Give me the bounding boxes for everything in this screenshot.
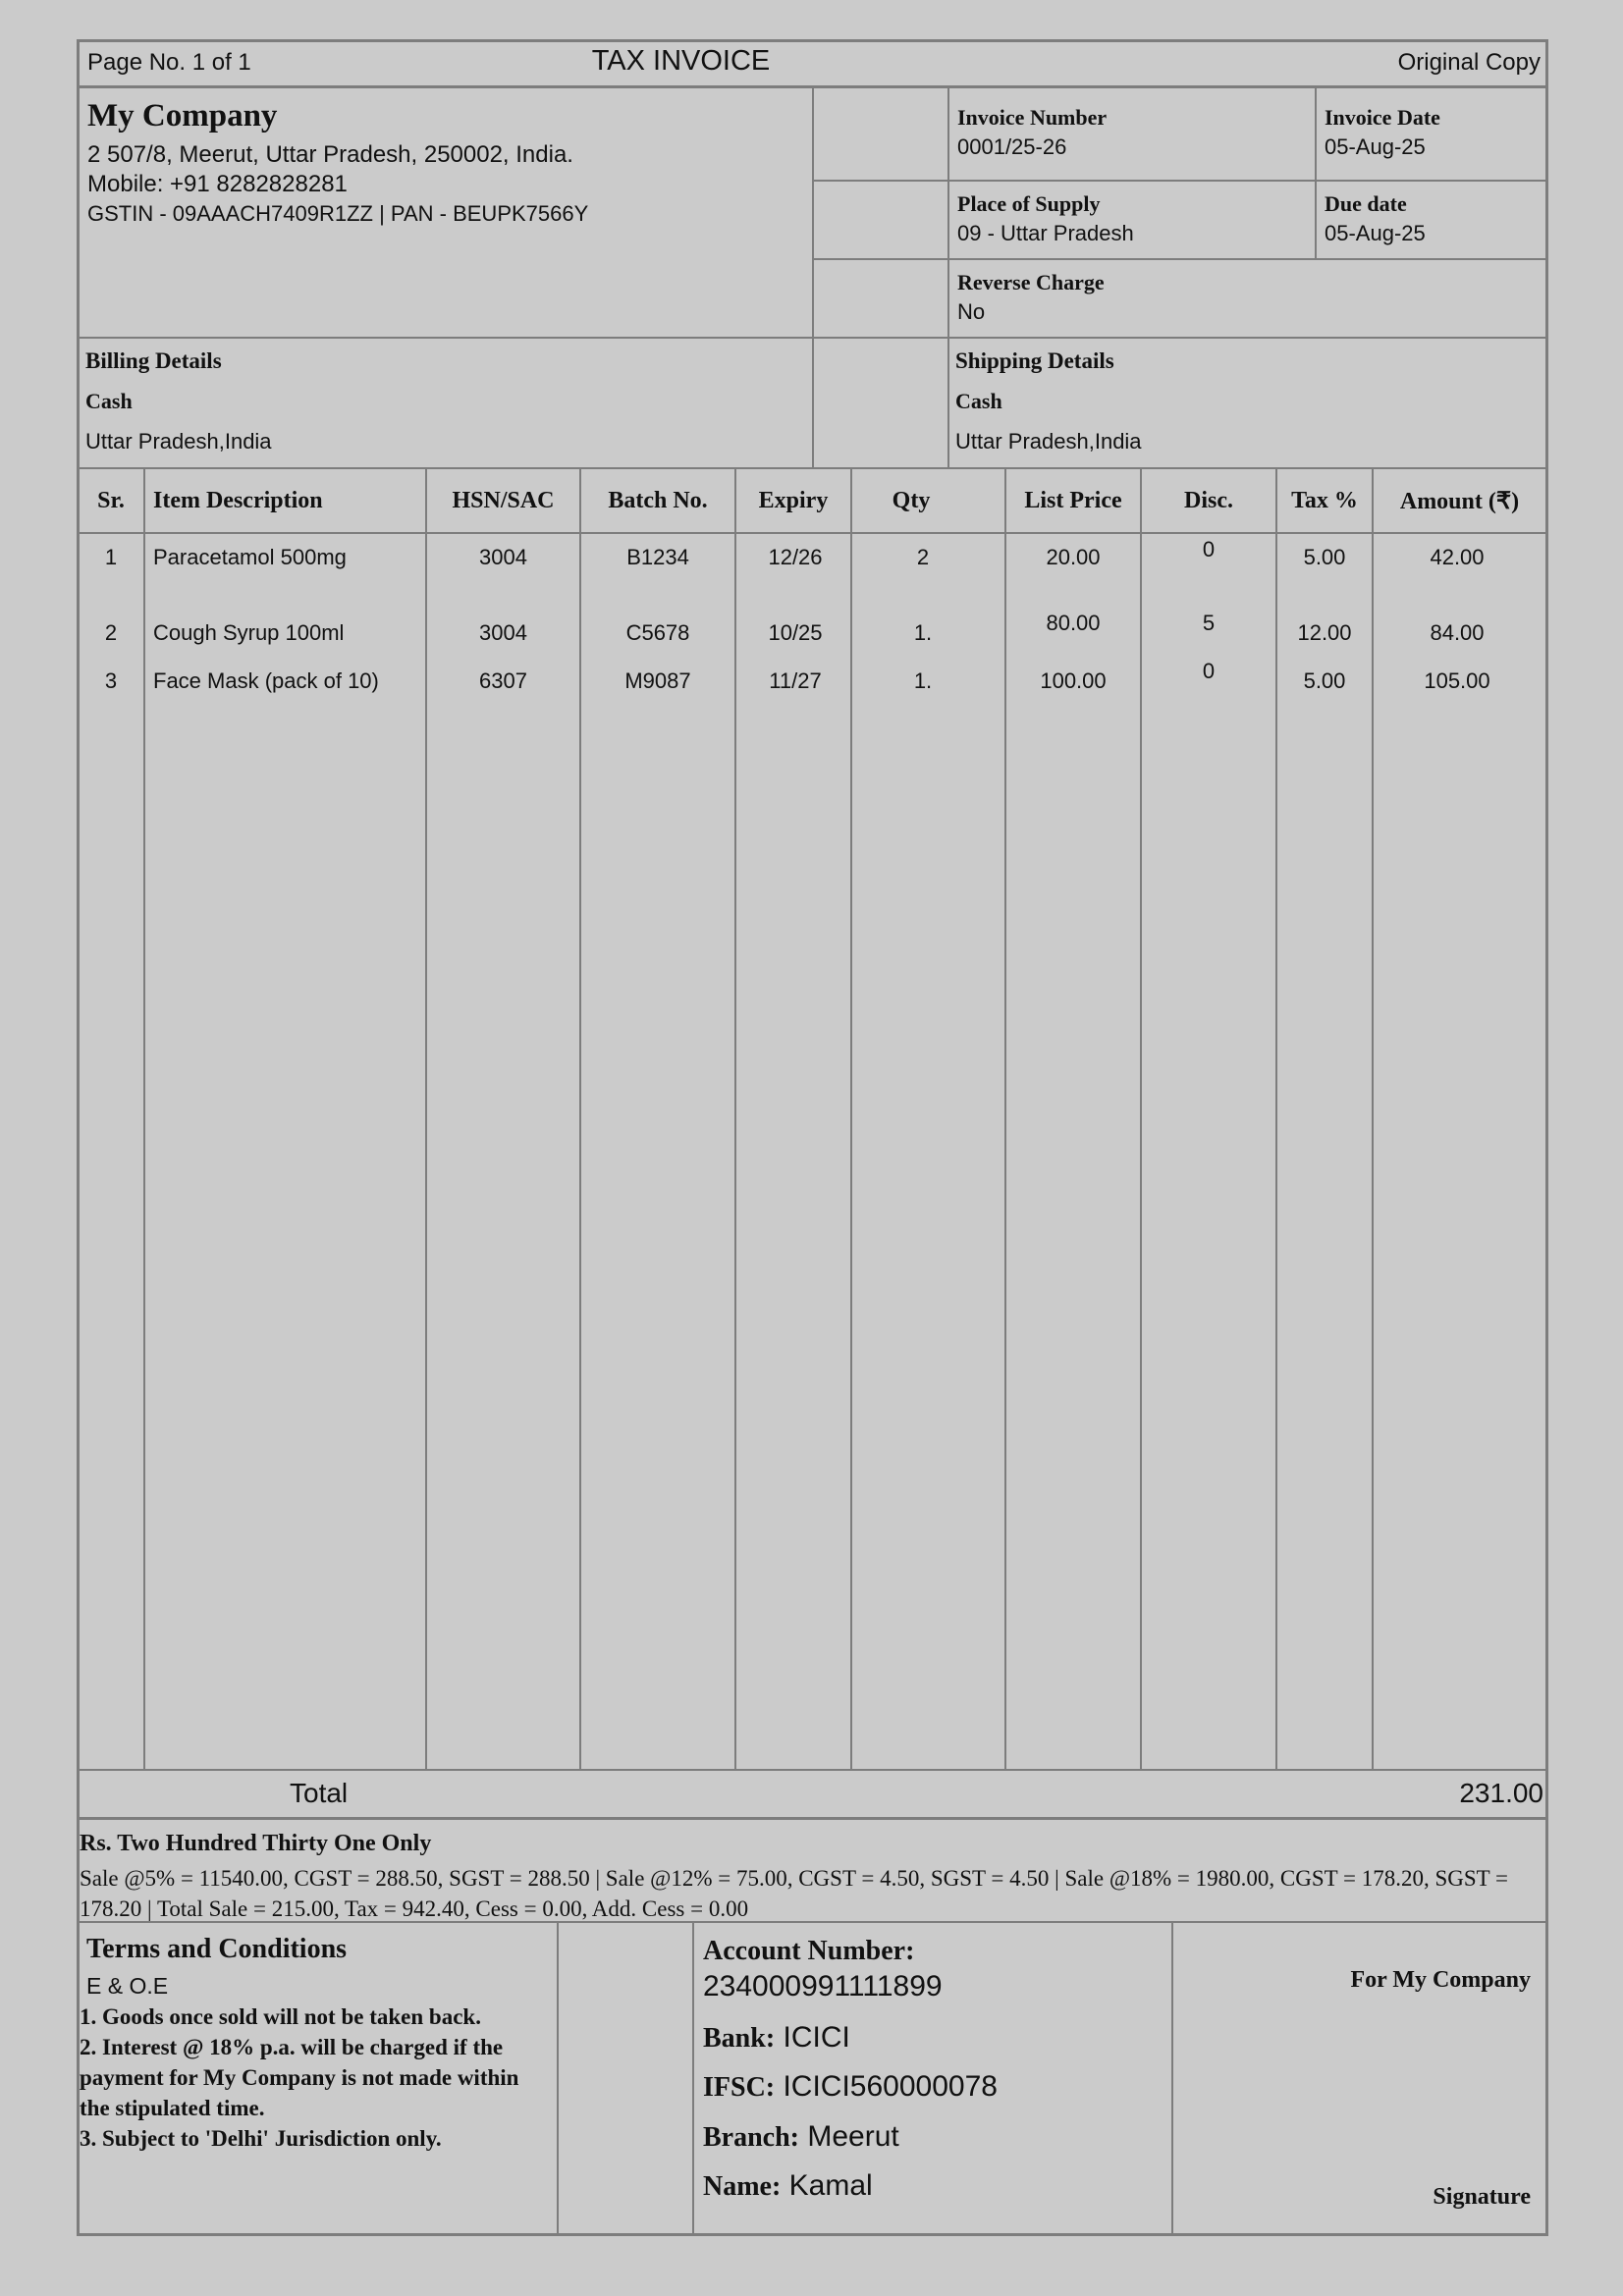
row-sr: 2 — [104, 620, 118, 645]
row-sr: 3 — [104, 668, 118, 693]
amount-in-words: Rs. Two Hundred Thirty One Only — [80, 1831, 432, 1856]
row-disc: 0 — [1202, 537, 1216, 561]
for-company: For My Company — [1350, 1967, 1531, 1993]
col-header-qty: Qty — [892, 487, 931, 513]
row-hsn: 3004 — [479, 620, 527, 645]
billing-details-label: Billing Details — [85, 348, 222, 373]
invoice-date-label: Invoice Date — [1325, 105, 1440, 130]
bank-ifsc: ICICI560000078 — [783, 2070, 998, 2103]
shipping-address: Uttar Pradesh,India — [955, 429, 1142, 454]
row-expiry: 11/27 — [769, 668, 822, 693]
bank-holder-row: Name: Kamal — [703, 2169, 873, 2202]
shipping-details-label: Shipping Details — [955, 348, 1114, 373]
total-value: 231.00 — [1459, 1778, 1543, 1808]
billing-address: Uttar Pradesh,India — [85, 429, 272, 454]
row-expiry: 12/26 — [768, 545, 823, 569]
row-amount: 84.00 — [1430, 620, 1485, 645]
terms-item: 3. Subject to 'Delhi' Jurisdiction only. — [80, 2126, 442, 2151]
terms-eoe: E & O.E — [86, 1973, 169, 1999]
company-gstin-pan: GSTIN - 09AAACH7409R1ZZ | PAN - BEUPK7566Y — [87, 201, 589, 226]
row-sr: 1 — [104, 545, 118, 569]
row-disc: 5 — [1202, 611, 1216, 635]
col-header-tax: Tax % — [1291, 487, 1358, 513]
row-amount: 105.00 — [1424, 668, 1490, 693]
invoice-number-label: Invoice Number — [957, 105, 1108, 130]
col-header-description: Item Description — [153, 487, 323, 513]
document-title: TAX INVOICE — [591, 45, 771, 77]
bank-name-row: Bank: ICICI — [703, 2021, 850, 2054]
bank-ifsc-row: IFSC: ICICI560000078 — [703, 2070, 998, 2103]
signature-label: Signature — [1433, 2184, 1531, 2210]
company-mobile: Mobile: +91 8282828281 — [87, 171, 348, 197]
reverse-charge-label: Reverse Charge — [957, 270, 1105, 294]
col-header-amount: Amount (₹) — [1399, 488, 1520, 514]
row-hsn: 3004 — [479, 545, 527, 569]
company-address: 2 507/8, Meerut, Uttar Pradesh, 250002, India. — [87, 141, 573, 168]
row-amount: 42.00 — [1430, 545, 1485, 569]
row-list-price: 80.00 — [1046, 611, 1101, 635]
col-header-batch: Batch No. — [608, 487, 708, 513]
row-tax: 5.00 — [1303, 668, 1346, 693]
col-header-list-price: List Price — [1024, 487, 1122, 513]
row-hsn: 6307 — [479, 668, 527, 693]
row-qty: 1. — [913, 668, 933, 693]
company-name: My Company — [87, 98, 278, 133]
row-description: Paracetamol 500mg — [153, 545, 347, 569]
billing-name: Cash — [85, 389, 133, 413]
row-disc: 0 — [1202, 659, 1216, 683]
terms-title: Terms and Conditions — [86, 1934, 348, 1964]
shipping-name: Cash — [955, 389, 1002, 413]
row-batch: C5678 — [625, 620, 690, 645]
bank-account-label: Account Number: — [703, 1936, 915, 1966]
bank-account-number: 234000991111899 — [703, 1970, 943, 2002]
due-date-label: Due date — [1325, 191, 1407, 216]
bank-branch: Meerut — [807, 2120, 899, 2153]
terms-list — [80, 2002, 541, 2154]
due-date: 05-Aug-25 — [1325, 221, 1426, 245]
page-number: Page No. 1 of 1 — [87, 49, 251, 76]
total-label: Total — [290, 1778, 349, 1808]
reverse-charge: No — [957, 299, 986, 324]
place-of-supply: 09 - Uttar Pradesh — [957, 221, 1134, 245]
copy-type: Original Copy — [1397, 49, 1541, 76]
col-header-hsn: HSN/SAC — [452, 487, 555, 513]
invoice-number: 0001/25-26 — [957, 134, 1067, 159]
row-list-price: 100.00 — [1040, 668, 1107, 693]
col-header-sr: Sr. — [97, 487, 125, 513]
terms-item: 2. Interest @ 18% p.a. will be charged if the payment for My Company is not made within the stipulated time. — [80, 2035, 519, 2120]
row-tax: 12.00 — [1297, 620, 1352, 645]
bank-name: ICICI — [783, 2021, 850, 2054]
col-header-expiry: Expiry — [758, 487, 829, 513]
terms-item: 1. Goods once sold will not be taken back. — [80, 2004, 481, 2029]
row-description: Cough Syrup 100ml — [153, 620, 345, 645]
row-list-price: 20.00 — [1046, 545, 1101, 569]
row-expiry: 10/25 — [768, 620, 823, 645]
row-qty: 2 — [916, 545, 930, 569]
row-batch: B1234 — [626, 545, 689, 569]
row-batch: M9087 — [624, 668, 691, 693]
invoice-date: 05-Aug-25 — [1325, 134, 1426, 159]
col-header-disc: Disc. — [1184, 487, 1233, 513]
row-description: Face Mask (pack of 10) — [153, 668, 379, 693]
bank-holder-name: Kamal — [788, 2169, 873, 2202]
place-of-supply-label: Place of Supply — [957, 191, 1101, 216]
row-tax: 5.00 — [1303, 545, 1346, 569]
bank-branch-row: Branch: Meerut — [703, 2120, 899, 2153]
tax-summary: Sale @5% = 11540.00, CGST = 288.50, SGST = 288.50 | Sale @12% = 75.00, CGST = 4.50, SGST = 4.50 | Sale @18% = 1980.00, CGST = 178.20, SGST = 178.20 | Total Sale = 215.00, Tax = 942.40, Cess = 0.00, Add. Cess = 0.00 — [80, 1866, 1509, 1921]
row-qty: 1. — [913, 620, 933, 645]
